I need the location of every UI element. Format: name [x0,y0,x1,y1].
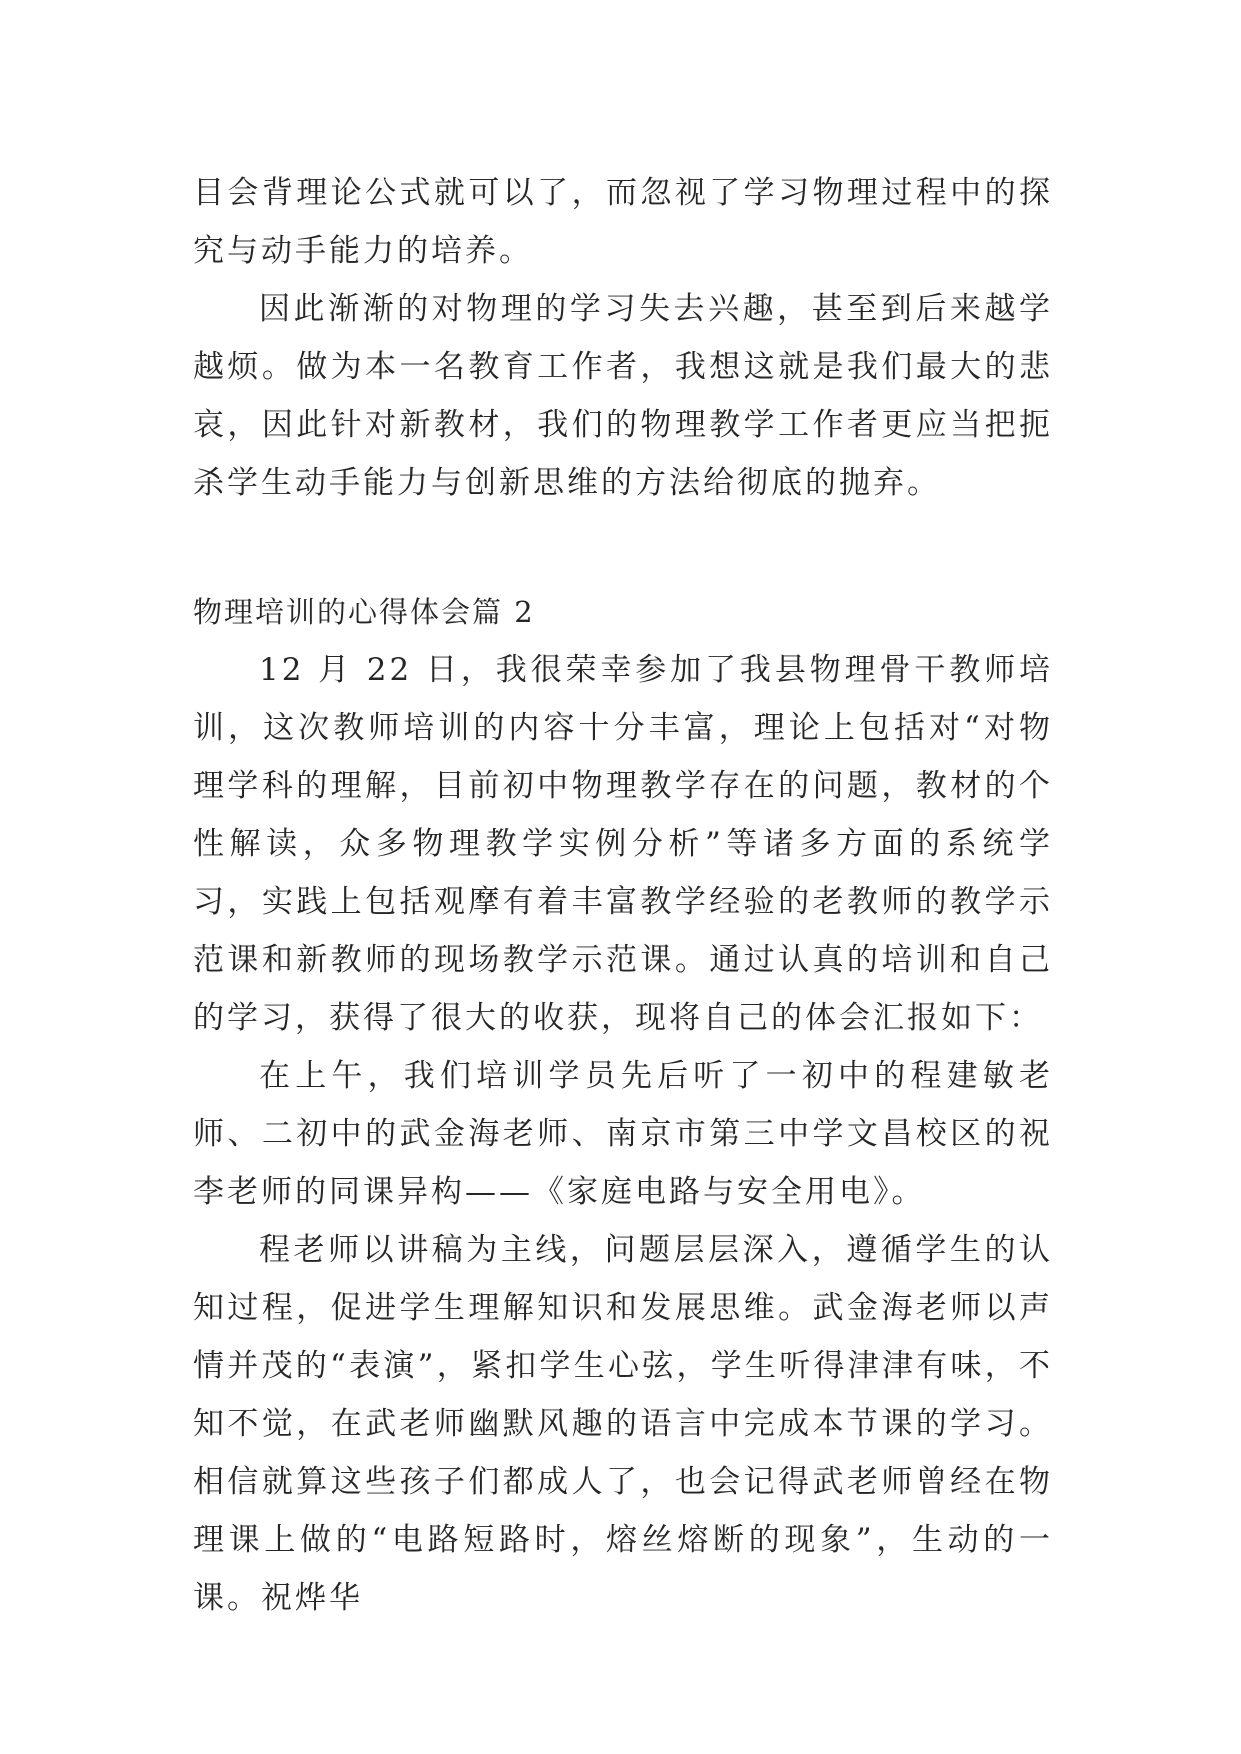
paragraph-teacher-reviews: 程老师以讲稿为主线，问题层层深入，遵循学生的认知过程，促进学生理解知识和发展思维。武金海老师以声情并茂的“表演”，紧扣学生心弦，学生听得津津有味，不知不觉，在武老师幽默风趣的语言中完成本节课的学习。相信就算这些孩子们都成人了，也会记得武老师曾经在物理课上做的“电路短路时，熔丝熔断的现象”，生动的一课。祝烨华 [193,1232,1053,1616]
section-heading: 物理培训的心得体会篇 2 [193,595,535,629]
paragraph-training-intro: 12 月 22 日，我很荣幸参加了我县物理骨干教师培训，这次教师培训的内容十分丰富，理论上包括对“对物理学科的理解，目前初中物理教学存在的问题，教材的个性解读，众多物理教学实例分析”等诸多方面的系统学习，实践上包括观摩有着丰富教学经验的老教师的教学示范课和新教师的现场教学示范课。通过认真的培训和自己的学习，获得了很大的收获，现将自己的体会汇报如下： [193,652,1053,1036]
document-body [193,164,1053,1627]
paragraph-continuation: 目会背理论公式就可以了，而忽视了学习物理过程中的探究与动手能力的培养。 [193,175,1053,269]
paragraph-interest-loss: 因此渐渐的对物理的学习失去兴趣，甚至到后来越学越烦。做为本一名教育工作者，我想这就是我们最大的悲哀，因此针对新教材，我们的物理教学工作者更应当把扼杀学生动手能力与创新思维的方法给彻底的抛弃。 [193,291,1053,501]
paragraph-morning-lessons: 在上午，我们培训学员先后听了一初中的程建敏老师、二初中的武金海老师、南京市第三中学文昌校区的祝李老师的同课异构——《家庭电路与安全用电》。 [193,1058,1053,1210]
